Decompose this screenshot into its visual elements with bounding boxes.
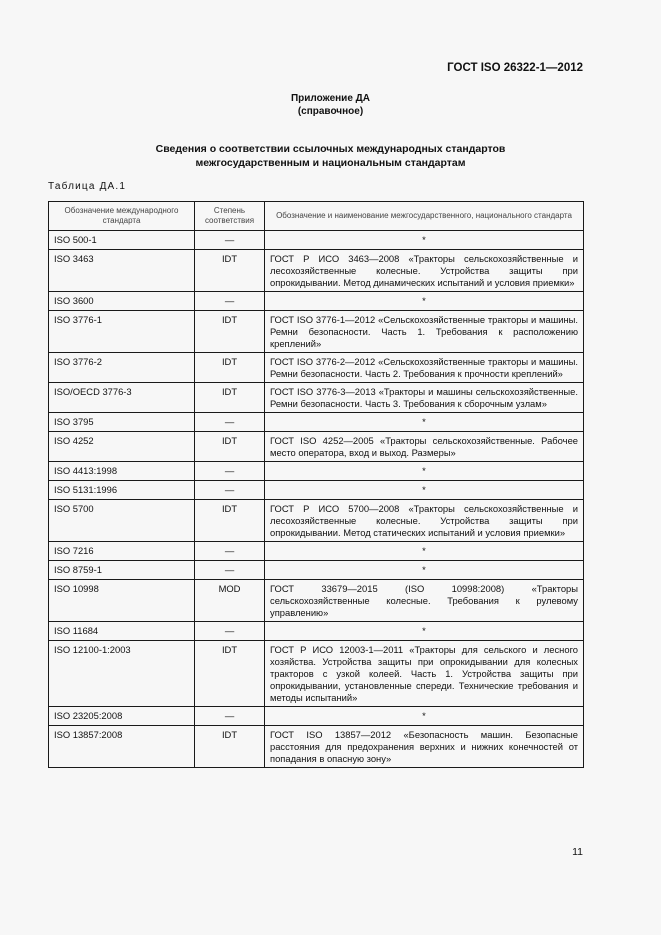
national-standard-cell: * <box>265 707 584 726</box>
column-header-national-standard: Обозначение и наименование межгосударственного, национального стандарта <box>265 202 584 231</box>
national-standard-cell: ГОСТ ISO 3776-2—2012 «Сельскохозяйственные тракторы и машины. Ремни безопасности. Часть 2. Требования к прочности креплений» <box>265 353 584 383</box>
international-standard-cell: ISO 3600 <box>49 292 195 311</box>
table-row <box>49 311 584 353</box>
degree-cell: — <box>195 292 265 311</box>
page-number: 11 <box>572 846 583 858</box>
international-standard-cell: ISO 12100-1:2003 <box>49 641 195 707</box>
national-standard-cell: ГОСТ Р ИСО 12003-1—2011 «Тракторы для сельского и лесного хозяйства. Устройства защиты при опрокидывании для колесных тракторов с узкой колеей. Часть 1. Устройства защиты при опрокидывании, установленные спереди. Технические требования и методы испытаний» <box>265 641 584 707</box>
table-caption: Таблица ДА.1 <box>48 181 127 192</box>
degree-cell: IDT <box>195 353 265 383</box>
national-standard-cell: * <box>265 622 584 641</box>
international-standard-cell: ISO 10998 <box>49 580 195 622</box>
international-standard-cell: ISO 4413:1998 <box>49 462 195 481</box>
table-header-row <box>49 202 584 231</box>
international-standard-cell: ISO 3776-1 <box>49 311 195 353</box>
table-row <box>49 383 584 413</box>
degree-cell: IDT <box>195 641 265 707</box>
correspondence-table <box>48 201 584 768</box>
table-row <box>49 481 584 500</box>
degree-cell: — <box>195 622 265 641</box>
degree-cell: IDT <box>195 432 265 462</box>
section-title-line-1: Сведения о соответствии ссылочных международных стандартов <box>155 143 506 155</box>
section-title <box>0 142 661 170</box>
international-standard-cell: ISO 3463 <box>49 250 195 292</box>
international-standard-cell: ISO 7216 <box>49 542 195 561</box>
degree-cell: IDT <box>195 311 265 353</box>
annex-heading <box>0 92 661 118</box>
table-row <box>49 726 584 768</box>
column-header-international-standard: Обозначение международного стандарта <box>49 202 195 231</box>
table-row <box>49 250 584 292</box>
international-standard-cell: ISO 500-1 <box>49 231 195 250</box>
table-row <box>49 561 584 580</box>
table-row <box>49 707 584 726</box>
international-standard-cell: ISO 13857:2008 <box>49 726 195 768</box>
national-standard-cell: * <box>265 292 584 311</box>
international-standard-cell: ISO 3795 <box>49 413 195 432</box>
document-number: ГОСТ ISO 26322-1—2012 <box>447 62 583 74</box>
national-standard-cell: ГОСТ ISO 13857—2012 «Безопасность машин. Безопасные расстояния для предохранения верхних и нижних конечностей от попадания в опасную зону» <box>265 726 584 768</box>
international-standard-cell: ISO 8759-1 <box>49 561 195 580</box>
national-standard-cell: * <box>265 481 584 500</box>
degree-cell: — <box>195 707 265 726</box>
column-header-degree: Степень соответствия <box>195 202 265 231</box>
table-row <box>49 292 584 311</box>
table-body <box>49 231 584 768</box>
national-standard-cell: * <box>265 231 584 250</box>
national-standard-cell: ГОСТ ISO 3776-3—2013 «Тракторы и машины сельскохозяйственные. Ремни безопасности. Часть 3. Требования к сборочным узлам» <box>265 383 584 413</box>
table-row <box>49 432 584 462</box>
table-row <box>49 462 584 481</box>
national-standard-cell: ГОСТ Р ИСО 5700—2008 «Тракторы сельскохозяйственные и лесохозяйственные колесные. Устройства защиты при опрокидывании. Метод статических испытаний и условия приемки» <box>265 500 584 542</box>
degree-cell: — <box>195 542 265 561</box>
table-row <box>49 622 584 641</box>
international-standard-cell: ISO 5700 <box>49 500 195 542</box>
annex-subtitle: (справочное) <box>297 106 364 117</box>
international-standard-cell: ISO 3776-2 <box>49 353 195 383</box>
section-title-line-2: межгосударственным и национальным стандартам <box>195 157 466 169</box>
national-standard-cell: ГОСТ ISO 4252—2005 «Тракторы сельскохозяйственные. Рабочее место оператора, вход и выход. Размеры» <box>265 432 584 462</box>
degree-cell: — <box>195 462 265 481</box>
table-row <box>49 641 584 707</box>
national-standard-cell: ГОСТ ISO 3776-1—2012 «Сельскохозяйственные тракторы и машины. Ремни безопасности. Часть 1. Требования к расположению креплений» <box>265 311 584 353</box>
table-row <box>49 353 584 383</box>
national-standard-cell: * <box>265 462 584 481</box>
international-standard-cell: ISO 5131:1996 <box>49 481 195 500</box>
international-standard-cell: ISO 4252 <box>49 432 195 462</box>
table-row <box>49 580 584 622</box>
degree-cell: IDT <box>195 500 265 542</box>
degree-cell: — <box>195 231 265 250</box>
degree-cell: — <box>195 413 265 432</box>
table-row <box>49 500 584 542</box>
international-standard-cell: ISO 23205:2008 <box>49 707 195 726</box>
national-standard-cell: * <box>265 542 584 561</box>
table-row <box>49 542 584 561</box>
degree-cell: MOD <box>195 580 265 622</box>
national-standard-cell: ГОСТ 33679—2015 (ISO 10998:2008) «Тракторы сельскохозяйственные колесные. Требования к рулевому управлению» <box>265 580 584 622</box>
degree-cell: — <box>195 561 265 580</box>
degree-cell: IDT <box>195 250 265 292</box>
national-standard-cell: ГОСТ Р ИСО 3463—2008 «Тракторы сельскохозяйственные и лесохозяйственные колесные. Устройства защиты при опрокидывании. Метод динамических испытаний и условия приемки» <box>265 250 584 292</box>
annex-title: Приложение ДА <box>290 93 371 104</box>
international-standard-cell: ISO/OECD 3776-3 <box>49 383 195 413</box>
degree-cell: — <box>195 481 265 500</box>
degree-cell: IDT <box>195 383 265 413</box>
national-standard-cell: * <box>265 413 584 432</box>
table-row <box>49 231 584 250</box>
table-row <box>49 413 584 432</box>
degree-cell: IDT <box>195 726 265 768</box>
international-standard-cell: ISO 11684 <box>49 622 195 641</box>
national-standard-cell: * <box>265 561 584 580</box>
